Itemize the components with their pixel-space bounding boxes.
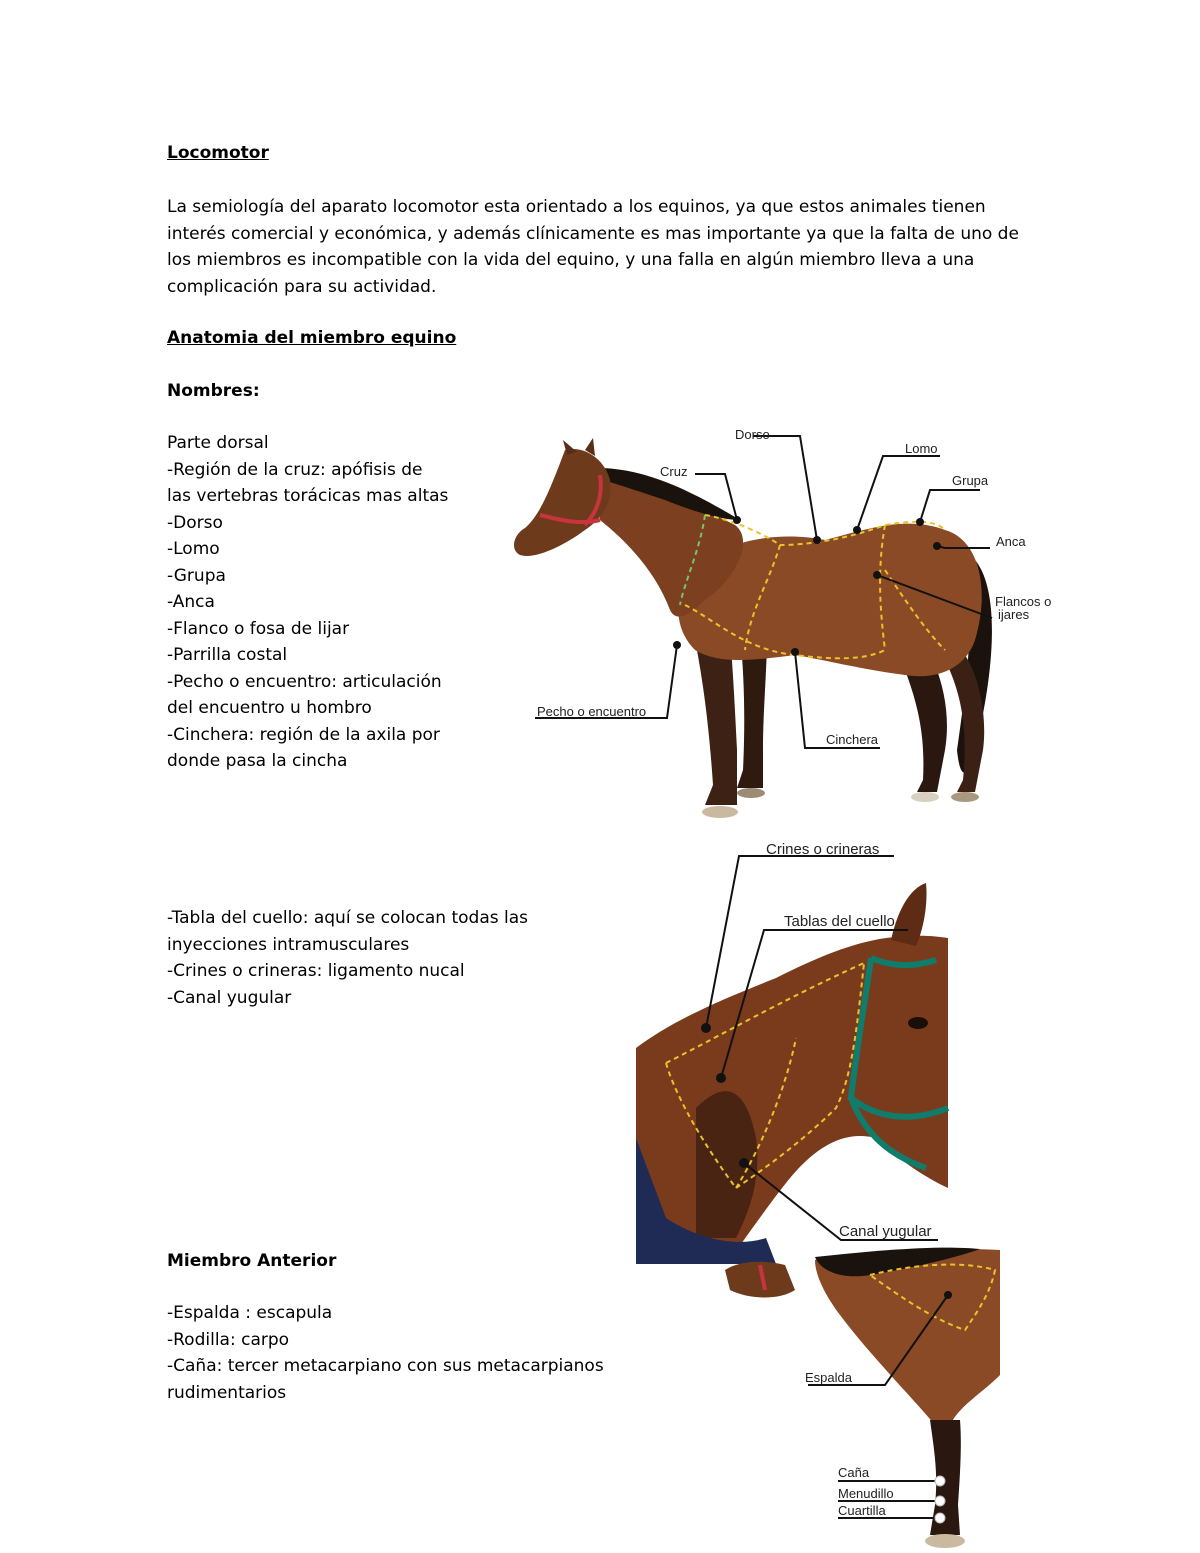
list-item: -Lomo: [167, 539, 220, 559]
horse-hoof: [702, 806, 738, 818]
leader-line: [857, 456, 940, 530]
leader-dot: [853, 526, 861, 534]
horse-hoof: [737, 788, 765, 798]
list-item: las vertebras torácicas mas altas: [167, 486, 449, 506]
intro-line: La semiología del aparato locomotor esta orientado a los equinos, ya que estos animales tienen: [167, 197, 986, 217]
intro-line: los miembros es incompatible con la vida del equino, y una falla en algún miembro lleva a una: [167, 250, 975, 270]
leader-dot: [739, 1158, 749, 1168]
label-cruz: Cruz: [660, 464, 688, 479]
eye-shape: [908, 1017, 928, 1029]
label-grupa: Grupa: [952, 473, 989, 488]
label-cana: Caña: [838, 1465, 870, 1480]
label-lomo: Lomo: [905, 441, 938, 456]
marker-dot: [935, 1513, 945, 1523]
list-item: donde pasa la cincha: [167, 751, 348, 771]
leader-dot: [716, 1073, 726, 1083]
horse-hoof: [911, 792, 939, 802]
list-item: -Crines o crineras: ligamento nucal: [167, 961, 465, 981]
foreleg-anatomy-figure: [720, 1245, 1005, 1550]
marker-dot: [935, 1496, 945, 1506]
leader-dot: [733, 516, 741, 524]
list-item: -Pecho o encuentro: articulación: [167, 671, 442, 692]
list-item: -Caña: tercer metacarpiano con sus metacarpianos: [167, 1356, 604, 1376]
nombres-heading: Nombres:: [167, 381, 260, 401]
horse-hind-leg: [905, 665, 947, 792]
horse-front-leg: [695, 635, 737, 805]
leader-dot: [873, 571, 881, 579]
label-tablas: Tablas del cuello: [784, 913, 895, 930]
label-dorso: Dorso: [735, 427, 770, 442]
leader-line: [753, 436, 817, 540]
intro-line: complicación para su actividad.: [167, 276, 437, 297]
label-canal: Canal yugular: [839, 1223, 932, 1240]
list-item: -Rodilla: carpo: [167, 1329, 290, 1350]
list-item: Parte dorsal: [167, 433, 269, 453]
leader-dot: [791, 648, 799, 656]
label-cuartilla: Cuartilla: [838, 1503, 886, 1518]
anterior-list: [167, 1300, 604, 1406]
label-anca: Anca: [996, 534, 1026, 549]
list-item: -Anca: [167, 592, 215, 612]
list-item: -Canal yugular: [167, 987, 292, 1008]
label-flancos-2: ijares: [998, 607, 1030, 622]
horse-anatomy-figure: [505, 420, 1070, 830]
neck-list: [167, 905, 528, 1011]
horse-hoof: [951, 792, 979, 802]
leader-dot: [944, 1291, 952, 1299]
label-flancos: Flancos o: [995, 594, 1052, 609]
neck-shape: [636, 936, 948, 1264]
leader-dot: [673, 641, 681, 649]
list-item: -Espalda : escapula: [167, 1303, 333, 1323]
label-crines: Crines o crineras: [766, 841, 880, 858]
list-item: -Grupa: [167, 565, 226, 586]
label-cinchera: Cinchera: [826, 732, 879, 747]
list-item: inyecciones intramusculares: [167, 934, 410, 955]
leader-dot: [701, 1023, 711, 1033]
leader-line: [920, 490, 980, 522]
list-item: -Cinchera: región de la axila por: [167, 724, 440, 745]
section-heading-anatomy: Anatomia del miembro equino: [167, 328, 457, 348]
label-espalda: Espalda: [805, 1370, 852, 1385]
list-item: -Flanco o fosa de lijar: [167, 618, 350, 639]
label-pecho: Pecho o encuentro: [537, 704, 647, 719]
neck-anatomy-figure: [636, 838, 951, 1264]
list-item: -Región de la cruz: apófisis de: [167, 459, 423, 480]
horse-head: [514, 449, 610, 556]
dorsal-list: [167, 430, 448, 775]
leader-dot: [916, 518, 924, 526]
page-title: Locomotor: [167, 143, 269, 163]
marker-dot: [935, 1476, 945, 1486]
leader-dot: [813, 536, 821, 544]
intro-paragraph: [167, 194, 1047, 300]
list-item: -Dorso: [167, 512, 223, 533]
hoof-shape: [925, 1534, 965, 1548]
list-item: -Parrilla costal: [167, 645, 288, 665]
label-menudillo: Menudillo: [838, 1486, 894, 1501]
section-heading-anterior: Miembro Anterior: [167, 1251, 337, 1271]
list-item: -Tabla del cuello: aquí se colocan todas las: [167, 908, 529, 928]
list-item: rudimentarios: [167, 1382, 287, 1403]
intro-line: interés comercial y económica, y además clínicamente es mas importante ya que la falta de uno de: [167, 223, 1019, 244]
list-item: del encuentro u hombro: [167, 698, 372, 718]
leader-dot: [933, 542, 941, 550]
